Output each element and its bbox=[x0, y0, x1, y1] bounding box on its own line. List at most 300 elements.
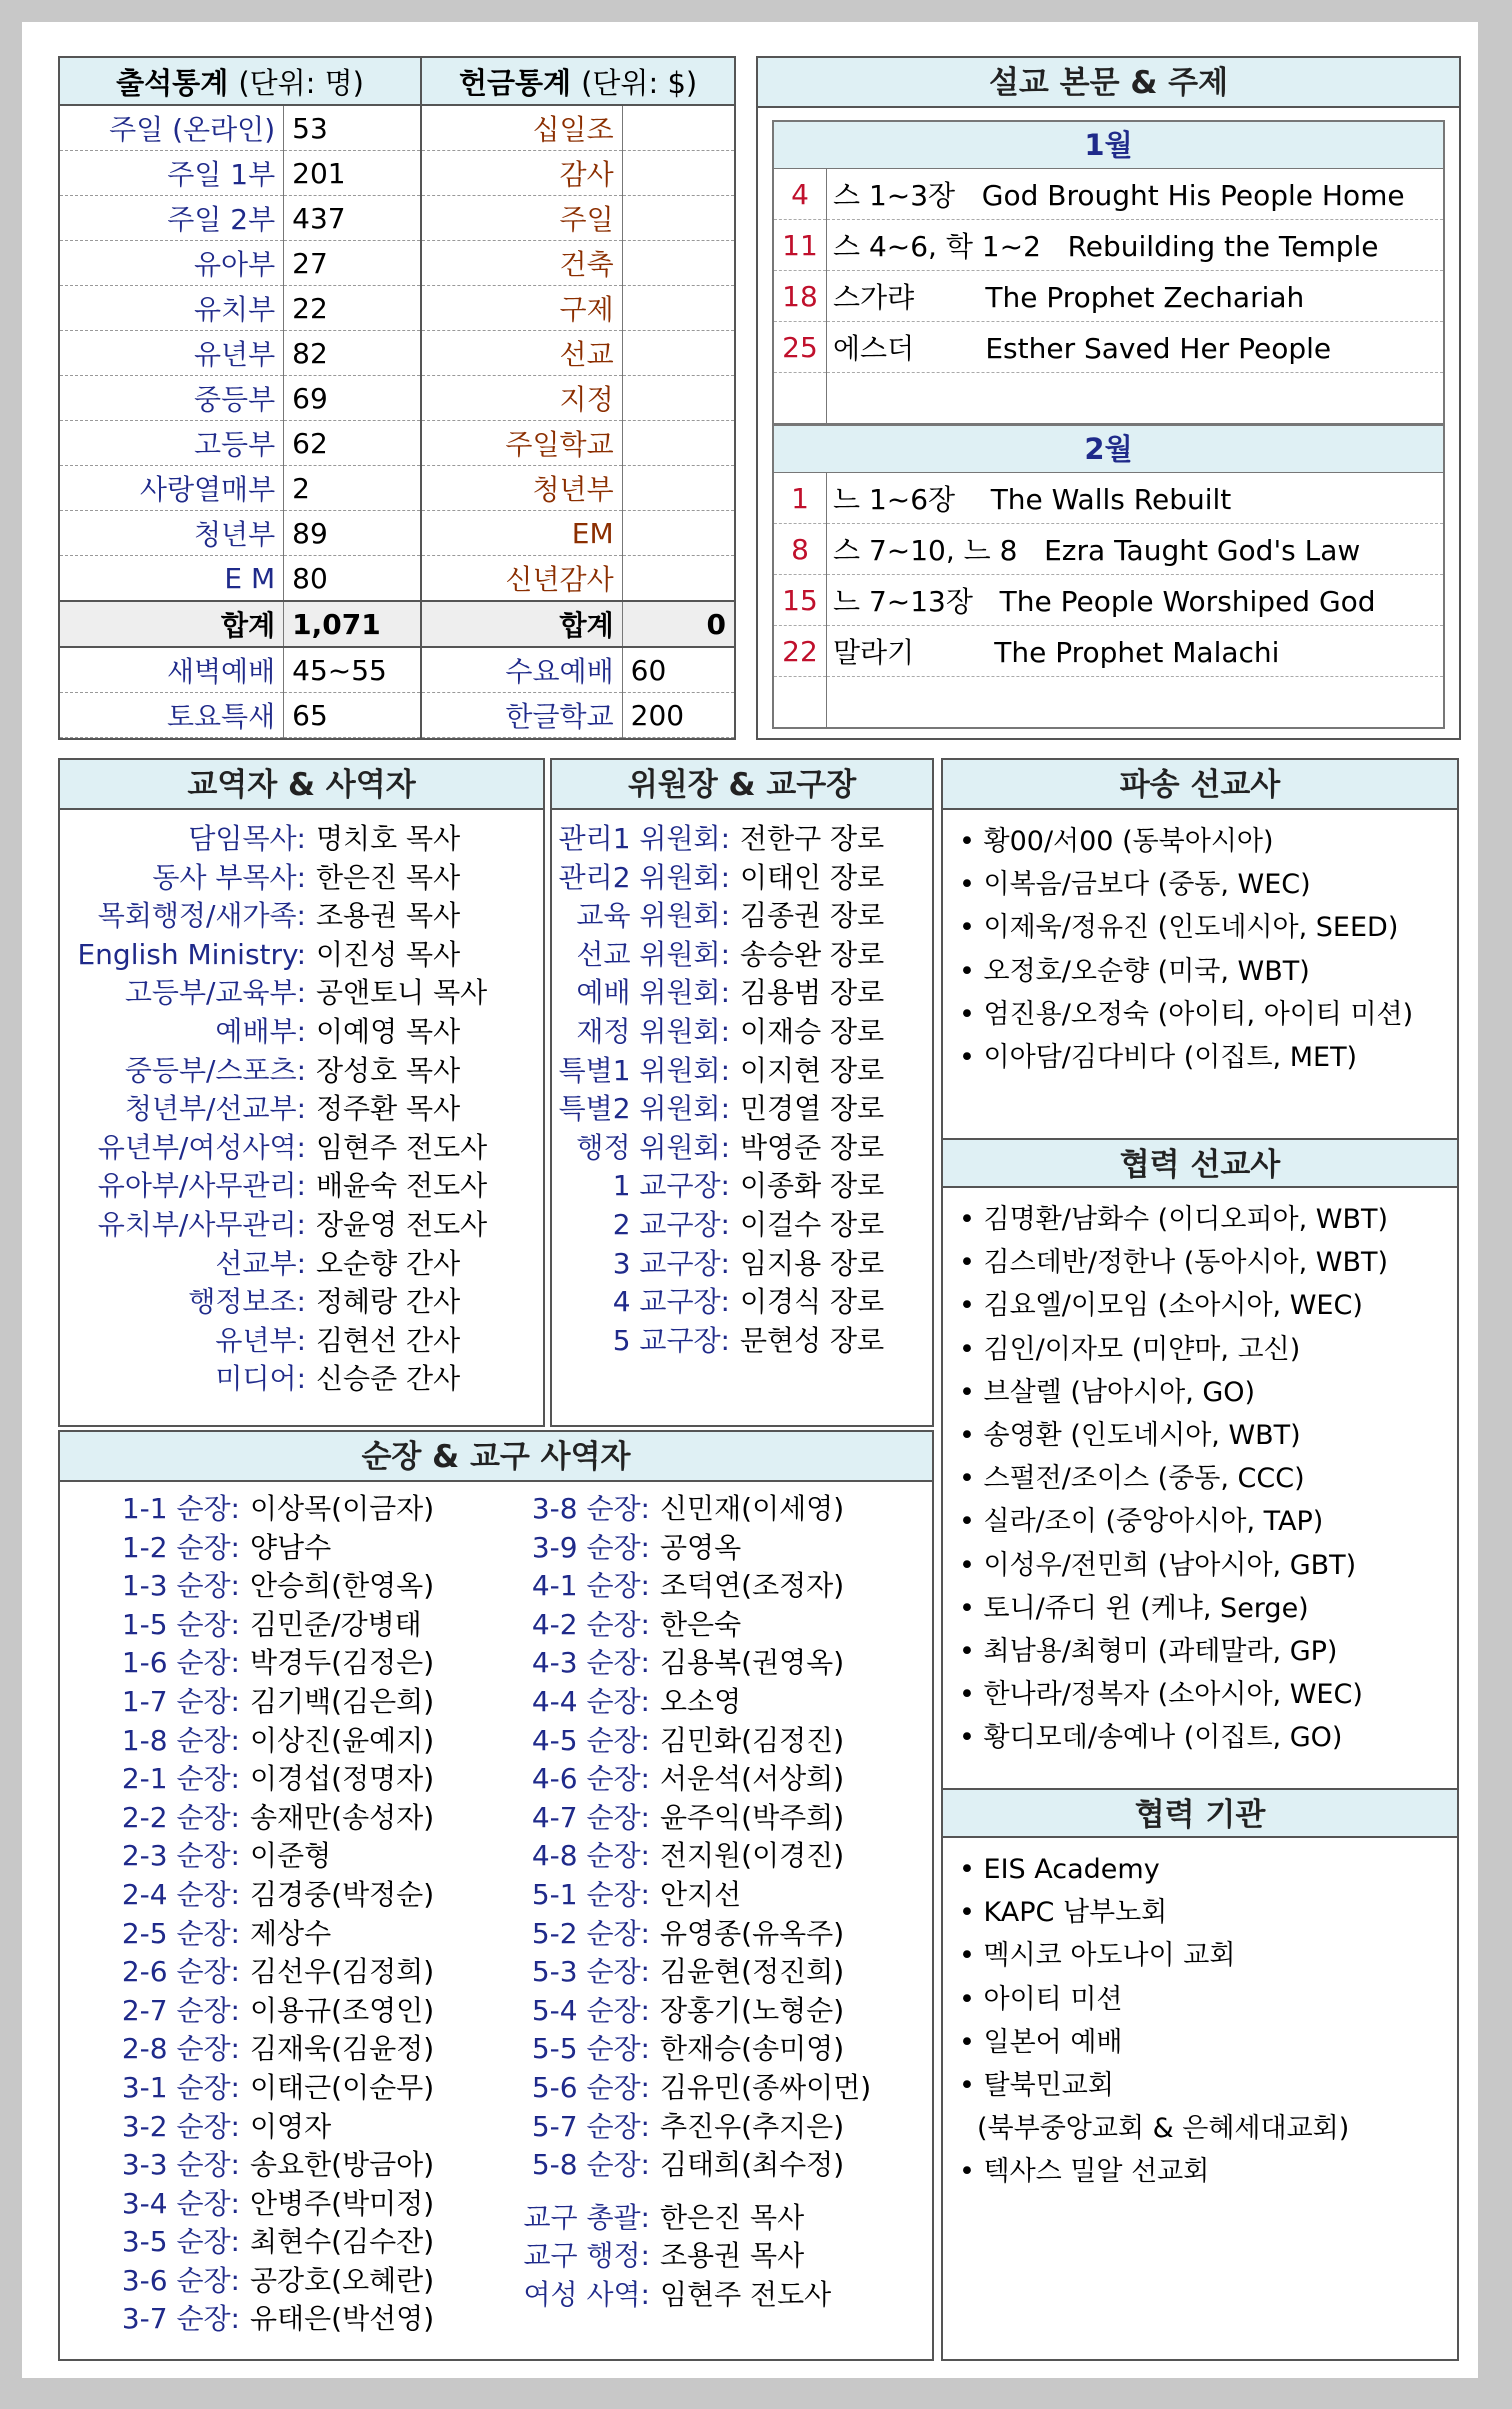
person-name: 안병주(박미정) bbox=[250, 2186, 435, 2220]
role-row bbox=[552, 897, 932, 936]
person-name: 양남수 bbox=[250, 1530, 332, 1564]
sermon-text: 느 7~13장 The People Worshiped God bbox=[827, 575, 1444, 626]
offering-value bbox=[622, 376, 734, 421]
stats-row bbox=[60, 556, 734, 602]
sermon-panel bbox=[756, 56, 1461, 740]
role-row bbox=[500, 1837, 920, 1876]
month-title: 1월 bbox=[774, 122, 1443, 169]
service-label: 새벽예배 bbox=[60, 647, 284, 693]
stats-extra-row bbox=[60, 693, 734, 738]
list-item: • 토니/쥬디 윈 (케냐, Serge) bbox=[959, 1587, 1457, 1630]
role-row bbox=[60, 2069, 500, 2108]
missionaries-sent-title: 파송 선교사 bbox=[943, 760, 1457, 810]
list-item: • 멕시코 아도나이 교회 bbox=[959, 1934, 1457, 1977]
sermon-text: 스가랴 The Prophet Zechariah bbox=[827, 271, 1444, 322]
stats-row bbox=[60, 376, 734, 421]
role-label: 특별1 위원회: bbox=[558, 1053, 730, 1087]
role-label: 예배 위원회: bbox=[576, 976, 730, 1010]
role-row bbox=[60, 2185, 500, 2224]
person-name: 임지용 장로 bbox=[740, 1246, 885, 1280]
offering-label: 구제 bbox=[421, 286, 622, 331]
sermon-month bbox=[772, 120, 1445, 425]
list-item: • 이제욱/정유진 (인도네시아, SEED) bbox=[959, 906, 1457, 949]
attendance-label: 사랑열매부 bbox=[60, 466, 284, 511]
stats-row bbox=[60, 196, 734, 241]
pastors-panel bbox=[58, 758, 545, 1427]
list-item: • 스펄전/조이스 (중동, CCC) bbox=[959, 1457, 1457, 1500]
attendance-value: 201 bbox=[284, 151, 422, 196]
person-name: 이진성 목사 bbox=[316, 937, 461, 971]
person-name: 유영종(유옥주) bbox=[660, 1916, 845, 1950]
person-name: 오소영 bbox=[660, 1684, 742, 1718]
leaders-panel bbox=[58, 1430, 934, 2361]
role-row bbox=[500, 1567, 920, 1606]
person-name: 이걸수 장로 bbox=[740, 1207, 885, 1241]
sermon-date: 11 bbox=[774, 220, 827, 271]
sermon-text bbox=[827, 373, 1444, 424]
role-label: 2-7 순장: bbox=[121, 1993, 240, 2027]
role-row bbox=[60, 859, 543, 898]
sermon-row bbox=[774, 220, 1443, 271]
bulletin-page bbox=[22, 22, 1478, 2378]
person-name: 김종권 장로 bbox=[740, 899, 885, 933]
role-row bbox=[500, 2146, 920, 2185]
sermon-text: 스 1~3장 God Brought His People Home bbox=[827, 169, 1444, 220]
role-label: 특별2 위원회: bbox=[558, 1092, 730, 1126]
list-item: • EIS Academy bbox=[959, 1848, 1457, 1891]
role-label: 여성 사역: bbox=[523, 2277, 650, 2311]
person-name: 배윤숙 전도사 bbox=[316, 1169, 488, 1203]
role-row bbox=[552, 936, 932, 975]
sermon-row bbox=[774, 271, 1443, 322]
list-item: • 엄진용/오정숙 (아이티, 아이티 미션) bbox=[959, 993, 1457, 1036]
offering-label: 건축 bbox=[421, 241, 622, 286]
role-row bbox=[60, 1953, 500, 1992]
role-row bbox=[60, 1992, 500, 2031]
person-name: 정혜랑 간사 bbox=[316, 1285, 461, 1319]
offering-label: 청년부 bbox=[421, 466, 622, 511]
role-label: 4 교구장: bbox=[612, 1285, 730, 1319]
role-label: 예배부: bbox=[215, 1014, 306, 1048]
person-name: 박영준 장로 bbox=[740, 1130, 885, 1164]
sermon-date: 4 bbox=[774, 169, 827, 220]
role-row bbox=[60, 2146, 500, 2185]
role-label: 4-2 순장: bbox=[531, 1607, 650, 1641]
offering-value bbox=[622, 331, 734, 376]
role-label: 4-5 순장: bbox=[531, 1723, 650, 1757]
role-row bbox=[60, 1876, 500, 1915]
role-row bbox=[500, 1606, 920, 1645]
person-name: 이종화 장로 bbox=[740, 1169, 885, 1203]
attendance-total-label: 합계 bbox=[60, 601, 284, 647]
role-label: 5 교구장: bbox=[612, 1323, 730, 1357]
person-name: 김기백(김은희) bbox=[250, 1684, 435, 1718]
person-name: 김선우(김정희) bbox=[250, 1955, 435, 1989]
list-item: • 김인/이자모 (미얀마, 고신) bbox=[959, 1328, 1457, 1371]
sermon-title: 설교 본문 & 주제 bbox=[758, 58, 1459, 108]
missionaries-panel bbox=[941, 758, 1459, 2361]
service-value: 60 bbox=[622, 647, 734, 693]
role-label: 5-6 순장: bbox=[531, 2070, 650, 2104]
sermon-date bbox=[774, 373, 827, 424]
role-label: 행정 위원회: bbox=[576, 1130, 730, 1164]
attendance-value: 82 bbox=[284, 331, 422, 376]
role-label: 관리2 위원회: bbox=[558, 860, 730, 894]
role-row bbox=[60, 1683, 500, 1722]
list-item: • 실라/조이 (중앙아시아, TAP) bbox=[959, 1500, 1457, 1543]
stats-row bbox=[60, 331, 734, 376]
attendance-label: 청년부 bbox=[60, 511, 284, 556]
person-name: 이경식 장로 bbox=[740, 1285, 885, 1319]
role-label: 2-6 순장: bbox=[121, 1955, 240, 1989]
role-row bbox=[500, 1876, 920, 1915]
person-name: 신승준 간사 bbox=[316, 1362, 461, 1396]
list-item: • 김명환/남화수 (이디오피아, WBT) bbox=[959, 1198, 1457, 1241]
role-label: 3-8 순장: bbox=[531, 1492, 650, 1525]
role-label: 2 교구장: bbox=[612, 1207, 730, 1241]
role-row bbox=[60, 1644, 500, 1683]
role-label: 1-1 순장: bbox=[121, 1492, 240, 1525]
list-item: • 일본어 예배 bbox=[959, 2021, 1457, 2064]
chairs-title: 위원장 & 교구장 bbox=[552, 760, 932, 810]
role-row bbox=[60, 1722, 500, 1761]
offering-value bbox=[622, 196, 734, 241]
role-label: 5-7 순장: bbox=[531, 2109, 650, 2143]
list-item: • 김요엘/이모임 (소아시아, WEC) bbox=[959, 1284, 1457, 1327]
attendance-value: 62 bbox=[284, 421, 422, 466]
person-name: 윤주익(박주희) bbox=[660, 1800, 845, 1834]
role-row bbox=[552, 1206, 932, 1245]
role-label: 3-2 순장: bbox=[121, 2109, 240, 2143]
sermon-date: 25 bbox=[774, 322, 827, 373]
person-name: 이상목(이금자) bbox=[250, 1492, 435, 1525]
stats-row bbox=[60, 241, 734, 286]
role-label: 3-6 순장: bbox=[121, 2263, 240, 2297]
attendance-label: 유년부 bbox=[60, 331, 284, 376]
role-label: 4-8 순장: bbox=[531, 1839, 650, 1873]
sermon-month bbox=[772, 424, 1445, 729]
attendance-value: 53 bbox=[284, 105, 422, 151]
role-row bbox=[60, 2300, 500, 2339]
role-row bbox=[500, 1722, 920, 1761]
sermon-row bbox=[774, 524, 1443, 575]
sermon-date: 22 bbox=[774, 626, 827, 677]
role-row bbox=[60, 1206, 543, 1245]
attendance-value: 69 bbox=[284, 376, 422, 421]
offering-total-label: 합계 bbox=[421, 601, 622, 647]
attendance-value: 2 bbox=[284, 466, 422, 511]
person-name: 김경중(박정순) bbox=[250, 1877, 435, 1911]
role-row bbox=[60, 1167, 543, 1206]
role-label: 3-1 순장: bbox=[121, 2070, 240, 2104]
service-label: 한글학교 bbox=[421, 693, 622, 738]
role-label: 2-5 순장: bbox=[121, 1916, 240, 1950]
attendance-header: 출석통계 (단위: 명) bbox=[60, 58, 421, 105]
stats-extra-row bbox=[60, 647, 734, 693]
role-label: 행정보조: bbox=[188, 1285, 306, 1319]
person-name: 추진우(추지은) bbox=[660, 2109, 845, 2143]
service-label: 토요특새 bbox=[60, 693, 284, 738]
offering-value bbox=[622, 421, 734, 466]
sermon-table bbox=[774, 169, 1443, 423]
list-item: • 이아담/김다비다 (이집트, MET) bbox=[959, 1036, 1457, 1079]
role-row bbox=[500, 1529, 920, 1568]
stats-panel bbox=[58, 56, 736, 740]
person-name: 김용복(권영옥) bbox=[660, 1646, 845, 1680]
leaders-title: 순장 & 교구 사역자 bbox=[60, 1432, 932, 1482]
list-item: • 김스데반/정한나 (동아시아, WBT) bbox=[959, 1241, 1457, 1284]
role-label: 4-1 순장: bbox=[531, 1569, 650, 1603]
offering-value bbox=[622, 241, 734, 286]
sermon-text: 에스더 Esther Saved Her People bbox=[827, 322, 1444, 373]
role-row bbox=[500, 2237, 920, 2276]
list-item: • 이성우/전민희 (남아시아, GBT) bbox=[959, 1544, 1457, 1587]
offering-value bbox=[622, 466, 734, 511]
role-row bbox=[552, 1013, 932, 1052]
list-item: • 아이티 미션 bbox=[959, 1978, 1457, 2021]
role-row bbox=[60, 1760, 500, 1799]
role-row bbox=[60, 2030, 500, 2069]
list-item: • 오정호/오순향 (미국, WBT) bbox=[959, 950, 1457, 993]
person-name: 한은숙 bbox=[660, 1607, 742, 1641]
role-label: 5-2 순장: bbox=[531, 1916, 650, 1950]
role-row bbox=[552, 1245, 932, 1284]
offering-label: 감사 bbox=[421, 151, 622, 196]
person-name: 한재승(송미영) bbox=[660, 2032, 845, 2066]
offering-label: 십일조 bbox=[421, 105, 622, 151]
role-label: 5-3 순장: bbox=[531, 1955, 650, 1989]
attendance-value: 27 bbox=[284, 241, 422, 286]
sermon-date bbox=[774, 677, 827, 728]
stats-row bbox=[60, 466, 734, 511]
person-name: 장홍기(노형순) bbox=[660, 1993, 845, 2027]
offering-label: 주일 bbox=[421, 196, 622, 241]
person-name: 오순향 간사 bbox=[316, 1246, 461, 1280]
sermon-row bbox=[774, 626, 1443, 677]
role-label: 4-4 순장: bbox=[531, 1684, 650, 1718]
role-row bbox=[500, 2069, 920, 2108]
list-item: • 최남용/최형미 (과테말라, GP) bbox=[959, 1630, 1457, 1673]
role-row bbox=[60, 1360, 543, 1399]
person-name: 이상진(윤예지) bbox=[250, 1723, 435, 1757]
person-name: 안지선 bbox=[660, 1877, 742, 1911]
sermon-row bbox=[774, 575, 1443, 626]
person-name: 서운석(서상희) bbox=[660, 1762, 845, 1796]
person-name: 김용범 장로 bbox=[740, 976, 885, 1010]
role-row bbox=[500, 2276, 920, 2315]
service-value: 200 bbox=[622, 693, 734, 738]
person-name: 정주환 목사 bbox=[316, 1092, 461, 1126]
stats-row bbox=[60, 105, 734, 151]
role-label: 1-7 순장: bbox=[121, 1684, 240, 1718]
role-row bbox=[60, 1052, 543, 1091]
offering-label: 지정 bbox=[421, 376, 622, 421]
role-label: 고등부/교육부: bbox=[124, 976, 306, 1010]
person-name: 김민준/강병태 bbox=[250, 1607, 422, 1641]
partner-orgs-title: 협력 기관 bbox=[943, 1788, 1457, 1838]
role-label: 1 교구장: bbox=[612, 1169, 730, 1203]
stats-row bbox=[60, 286, 734, 331]
role-row bbox=[552, 1129, 932, 1168]
role-label: 교육 위원회: bbox=[576, 899, 730, 933]
role-row bbox=[60, 1799, 500, 1838]
sermon-row bbox=[774, 373, 1443, 424]
role-row bbox=[60, 820, 543, 859]
stats-row bbox=[60, 151, 734, 196]
offering-label: 주일학교 bbox=[421, 421, 622, 466]
stats-total-row bbox=[60, 601, 734, 647]
person-name: 공앤토니 목사 bbox=[316, 976, 488, 1010]
list-item: • 황00/서00 (동북아시아) bbox=[959, 820, 1457, 863]
role-row bbox=[500, 2199, 920, 2238]
role-label: 청년부/선교부: bbox=[124, 1092, 306, 1126]
sermon-row bbox=[774, 473, 1443, 524]
person-name: 임현주 전도사 bbox=[660, 2277, 832, 2311]
offering-value bbox=[622, 286, 734, 331]
attendance-label: 주일 (온라인) bbox=[60, 105, 284, 151]
service-value: 45~55 bbox=[284, 647, 422, 693]
role-label: 5-5 순장: bbox=[531, 2032, 650, 2066]
role-row bbox=[500, 1915, 920, 1954]
person-name: 이영자 bbox=[250, 2109, 332, 2143]
list-item: • 이복음/금보다 (중동, WEC) bbox=[959, 863, 1457, 906]
role-row bbox=[500, 1760, 920, 1799]
role-row bbox=[552, 974, 932, 1013]
person-name: 송요한(방금아) bbox=[250, 2148, 435, 2182]
role-row bbox=[552, 859, 932, 898]
role-row bbox=[60, 1915, 500, 1954]
list-item: • 한나라/정복자 (소아시아, WEC) bbox=[959, 1673, 1457, 1716]
role-label: 3 교구장: bbox=[612, 1246, 730, 1280]
person-name: 문현성 장로 bbox=[740, 1323, 885, 1357]
person-name: 한은진 목사 bbox=[660, 2200, 805, 2234]
person-name: 송승완 장로 bbox=[740, 937, 885, 971]
role-label: 관리1 위원회: bbox=[558, 822, 730, 855]
sermon-text: 말라기 The Prophet Malachi bbox=[827, 626, 1444, 677]
sermon-date: 18 bbox=[774, 271, 827, 322]
person-name: 안승희(한영옥) bbox=[250, 1569, 435, 1603]
person-name: 신민재(이세영) bbox=[660, 1492, 845, 1525]
person-name: 이경섭(정명자) bbox=[250, 1762, 435, 1796]
person-name: 공영옥 bbox=[660, 1530, 742, 1564]
role-label: 4-7 순장: bbox=[531, 1800, 650, 1834]
role-row bbox=[552, 1090, 932, 1129]
person-name: 이용규(조영인) bbox=[250, 1993, 435, 2027]
list-item: • 황디모데/송예나 (이집트, GO) bbox=[959, 1716, 1457, 1759]
person-name: 이지현 장로 bbox=[740, 1053, 885, 1087]
attendance-value: 89 bbox=[284, 511, 422, 556]
attendance-label: 주일 2부 bbox=[60, 196, 284, 241]
attendance-total-value: 1,071 bbox=[284, 601, 422, 647]
person-name: 이태인 장로 bbox=[740, 860, 885, 894]
person-name: 공강호(오혜란) bbox=[250, 2263, 435, 2297]
role-label: 재정 위원회: bbox=[576, 1014, 730, 1048]
offering-header: 헌금통계 (단위: $) bbox=[421, 58, 734, 105]
person-name: 김유민(종싸이먼) bbox=[660, 2070, 872, 2104]
offering-label: EM bbox=[421, 511, 622, 556]
sermon-text: 스 7~10, 느 8 Ezra Taught God's Law bbox=[827, 524, 1444, 575]
service-label: 수요예배 bbox=[421, 647, 622, 693]
org-note: (북부중앙교회 & 은혜세대교회) bbox=[977, 2113, 1350, 2145]
sermon-date: 1 bbox=[774, 473, 827, 524]
role-row bbox=[60, 1013, 543, 1052]
sermon-row bbox=[774, 169, 1443, 220]
role-row bbox=[60, 1129, 543, 1168]
role-row bbox=[60, 2223, 500, 2262]
person-name: 전지원(이경진) bbox=[660, 1839, 845, 1873]
role-row bbox=[60, 897, 543, 936]
list-item: • 탈북민교회 bbox=[959, 2064, 1457, 2107]
person-name: 제상수 bbox=[250, 1916, 332, 1950]
role-row bbox=[552, 1167, 932, 1206]
role-row bbox=[552, 820, 932, 859]
role-row bbox=[500, 1644, 920, 1683]
pastors-title: 교역자 & 사역자 bbox=[60, 760, 543, 810]
offering-value bbox=[622, 151, 734, 196]
role-label: 교구 행정: bbox=[523, 2239, 650, 2273]
offering-value bbox=[622, 556, 734, 602]
role-row bbox=[60, 936, 543, 975]
sermon-table bbox=[774, 473, 1443, 727]
role-label: 중등부/스포츠: bbox=[124, 1053, 306, 1087]
person-name: 장윤영 전도사 bbox=[316, 1207, 488, 1241]
person-name: 유태은(박선영) bbox=[250, 2302, 435, 2336]
role-label: 1-3 순장: bbox=[121, 1569, 240, 1603]
role-label: 교구 총괄: bbox=[523, 2200, 650, 2234]
role-label: 동사 부목사: bbox=[152, 860, 306, 894]
attendance-label: 중등부 bbox=[60, 376, 284, 421]
person-name: 김태희(최수정) bbox=[660, 2148, 845, 2182]
role-label: 2-3 순장: bbox=[121, 1839, 240, 1873]
role-label: 1-6 순장: bbox=[121, 1646, 240, 1680]
role-label: 선교 위원회: bbox=[576, 937, 730, 971]
role-label: 유년부/여성사역: bbox=[97, 1130, 306, 1164]
attendance-label: 유아부 bbox=[60, 241, 284, 286]
attendance-value: 22 bbox=[284, 286, 422, 331]
person-name: 김민화(김정진) bbox=[660, 1723, 845, 1757]
role-label: 목회행정/새가족: bbox=[97, 899, 306, 933]
person-name: 조덕연(조정자) bbox=[660, 1569, 845, 1603]
person-name: 명치호 목사 bbox=[316, 822, 461, 855]
attendance-label: E M bbox=[60, 556, 284, 602]
role-label: 5-8 순장: bbox=[531, 2148, 650, 2182]
sermon-date: 15 bbox=[774, 575, 827, 626]
chairs-panel bbox=[550, 758, 934, 1427]
missionaries-partner-title: 협력 선교사 bbox=[943, 1138, 1457, 1188]
role-row bbox=[60, 1245, 543, 1284]
role-label: 유년부: bbox=[215, 1323, 306, 1357]
role-row bbox=[552, 1283, 932, 1322]
person-name: 한은진 목사 bbox=[316, 860, 461, 894]
sermon-text bbox=[827, 677, 1444, 728]
person-name: 임현주 전도사 bbox=[316, 1130, 488, 1164]
role-label: English Ministry: bbox=[77, 937, 306, 971]
sermon-row bbox=[774, 322, 1443, 373]
role-row bbox=[60, 974, 543, 1013]
role-row bbox=[500, 2030, 920, 2069]
person-name: 이태근(이순무) bbox=[250, 2070, 435, 2104]
role-row bbox=[60, 1490, 500, 1529]
list-item: • 텍사스 밀알 선교회 bbox=[959, 2150, 1457, 2193]
month-title: 2월 bbox=[774, 426, 1443, 473]
role-label: 2-4 순장: bbox=[121, 1877, 240, 1911]
role-label: 3-4 순장: bbox=[121, 2186, 240, 2220]
role-row bbox=[500, 1683, 920, 1722]
role-row bbox=[552, 1052, 932, 1091]
role-label: 유치부/사무관리: bbox=[97, 1207, 306, 1241]
offering-value bbox=[622, 511, 734, 556]
role-label: 유아부/사무관리: bbox=[97, 1169, 306, 1203]
